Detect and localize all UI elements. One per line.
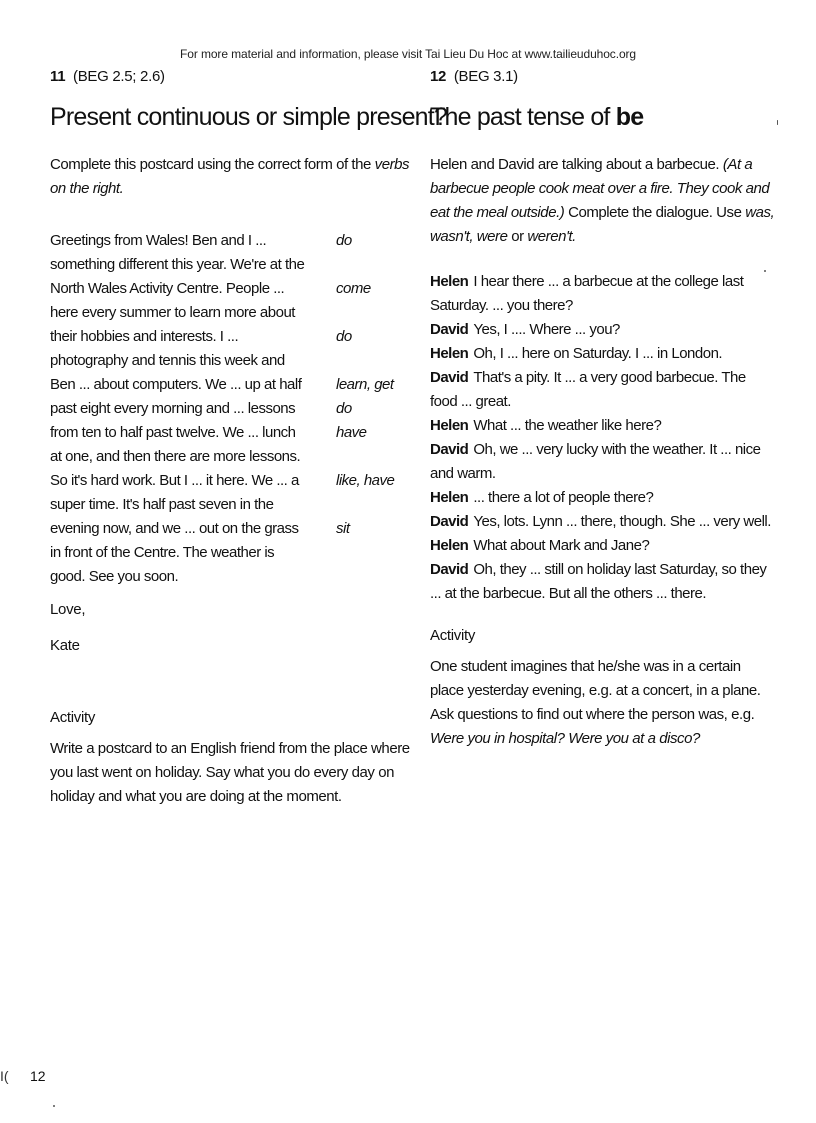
header-note: For more material and information, please visit Tai Lieu Du Hoc at www.tailieuduhoc.org <box>180 47 636 61</box>
activity-label: Activity <box>430 627 476 644</box>
speaker: David <box>430 321 469 338</box>
postcard-line <box>50 517 410 541</box>
dialogue-turn <box>430 558 775 606</box>
dialogue-line: Oh, they ... still on holiday last Saturday, so they ... at the barbecue. But all the others ... there. <box>430 561 767 602</box>
dialogue-line: That's a pity. It ... a very good barbecue. The food ... great. <box>430 369 746 410</box>
intro-words: was, wasn't, were <box>430 204 775 245</box>
intro-text: Helen and David are talking about a barbecue. <box>430 156 723 173</box>
speaker: David <box>430 513 469 530</box>
speaker: David <box>430 561 469 578</box>
activity-label: Activity <box>50 709 96 726</box>
postcard-line <box>50 493 410 517</box>
postcard-text: at one, and then there are more lessons. <box>50 448 301 465</box>
exercise-11-title: Present continuous or simple present? <box>50 103 448 131</box>
postcard-line <box>50 445 410 469</box>
print-speck <box>777 120 778 125</box>
postcard-text: super time. It's half past seven in the <box>50 496 274 513</box>
postcard-text: North Wales Activity Centre. People ... <box>50 280 285 297</box>
exercise-12-instruction <box>430 153 775 249</box>
postcard-text: here every summer to learn more about <box>50 304 295 321</box>
exercise-11-reference: (BEG 2.5; 2.6) <box>73 68 165 85</box>
dialogue-line: What about Mark and Jane? <box>473 537 650 554</box>
postcard-line <box>50 565 410 589</box>
dialogue-line: I hear there ... a barbecue at the college last Saturday. ... you there? <box>430 273 744 314</box>
margin-mark: I( <box>0 1068 9 1084</box>
dialogue-turn <box>430 486 775 510</box>
dialogue-turn <box>430 318 775 342</box>
postcard-line <box>50 325 410 349</box>
speaker: Helen <box>430 537 469 554</box>
dialogue-line: Yes, lots. Lynn ... there, though. She ... very well. <box>473 513 771 530</box>
postcard <box>50 229 410 589</box>
exercise-12-title <box>430 102 775 132</box>
postcard-text: Greetings from Wales! Ben and I ... <box>50 232 267 249</box>
activity-example: Were you in hospital? Were you at a disco? <box>430 730 700 747</box>
dialogue-turn <box>430 366 775 414</box>
exercise-11-number: 11 <box>50 68 66 85</box>
postcard-line <box>50 541 410 565</box>
postcard-closing: Love, <box>50 601 86 618</box>
dialogue-line: Oh, we ... very lucky with the weather. It ... nice and warm. <box>430 441 761 482</box>
postcard-line <box>50 421 410 445</box>
dialogue-line: What ... the weather like here? <box>473 417 662 434</box>
dialogue-line: Yes, I .... Where ... you? <box>473 321 620 338</box>
print-speck <box>764 270 766 272</box>
dialogue-turn <box>430 270 775 318</box>
postcard-line <box>50 373 410 397</box>
speaker: Helen <box>430 417 469 434</box>
speaker: David <box>430 369 469 386</box>
dialogue-line: Oh, I ... here on Saturday. I ... in London. <box>473 345 723 362</box>
activity-body: One student imagines that he/she was in a certain place yesterday evening, e.g. at a concert, in a plane. Ask questions to find out where the person was, e.g. <box>430 658 761 723</box>
intro-text: Complete the dialogue. Use <box>564 204 746 221</box>
speaker: Helen <box>430 345 469 362</box>
title-bold: be <box>615 103 644 131</box>
dialogue-line: ... there a lot of people there? <box>473 489 654 506</box>
exercise-12-reference: (BEG 3.1) <box>453 68 518 85</box>
print-speck <box>53 1105 55 1107</box>
postcard-text: their hobbies and interests. I ... <box>50 328 239 345</box>
postcard-line <box>50 277 410 301</box>
dialogue-turn <box>430 510 775 534</box>
verb-hint: do <box>336 400 352 417</box>
intro-italic: (At a barbecue people cook meat over a fire. They cook and eat the meal outside.) <box>430 156 770 221</box>
dialogue <box>430 270 775 606</box>
speaker: Helen <box>430 273 469 290</box>
verb-hint: learn, get <box>336 376 394 393</box>
postcard-line <box>50 301 410 325</box>
exercise-12-heading <box>430 68 775 85</box>
exercise-11-instruction <box>50 153 410 201</box>
postcard-text: in front of the Centre. The weather is <box>50 544 275 561</box>
postcard-line <box>50 469 410 493</box>
activity-text: Write a postcard to an English friend from the place where you last went on holiday. Say what you do every day on holiday and what you are doing at the moment. <box>50 740 410 805</box>
postcard-line <box>50 253 410 277</box>
postcard-text: from ten to half past twelve. We ... lunch <box>50 424 296 441</box>
postcard-text: something different this year. We're at the <box>50 256 305 273</box>
postcard-text: Ben ... about computers. We ... up at half <box>50 376 302 393</box>
verb-hint: do <box>336 232 352 249</box>
speaker: Helen <box>430 489 469 506</box>
postcard-text: So it's hard work. But I ... it here. We ... a <box>50 472 299 489</box>
exercise-11-heading <box>50 68 410 85</box>
instruction-text-italic: verbs on the right. <box>50 156 410 197</box>
verb-hint: do <box>336 328 352 345</box>
activity-text <box>430 655 775 751</box>
exercise-12-number: 12 <box>430 68 447 85</box>
postcard-text: good. See you soon. <box>50 568 179 585</box>
intro-words: weren't. <box>527 228 576 245</box>
postcard-text: photography and tennis this week and <box>50 352 285 369</box>
verb-hint: come <box>336 280 371 297</box>
verb-hint: like, have <box>336 472 395 489</box>
postcard-text: past eight every morning and ... lessons <box>50 400 296 417</box>
speaker: David <box>430 441 469 458</box>
exercise-12 <box>430 68 775 751</box>
instruction-text: Complete this postcard using the correct form of the <box>50 156 375 173</box>
postcard-signature: Kate <box>50 637 80 654</box>
page-number: 12 <box>30 1068 46 1084</box>
dialogue-turn <box>430 414 775 438</box>
dialogue-turn <box>430 342 775 366</box>
verb-hint: sit <box>336 520 350 537</box>
intro-text: or <box>507 228 528 245</box>
verb-hint: have <box>336 424 367 441</box>
postcard-line <box>50 229 410 253</box>
postcard-text: evening now, and we ... out on the grass <box>50 520 299 537</box>
title-text: The past tense of <box>430 103 616 131</box>
dialogue-turn <box>430 438 775 486</box>
postcard-line <box>50 397 410 421</box>
postcard-line <box>50 349 410 373</box>
dialogue-turn <box>430 534 775 558</box>
